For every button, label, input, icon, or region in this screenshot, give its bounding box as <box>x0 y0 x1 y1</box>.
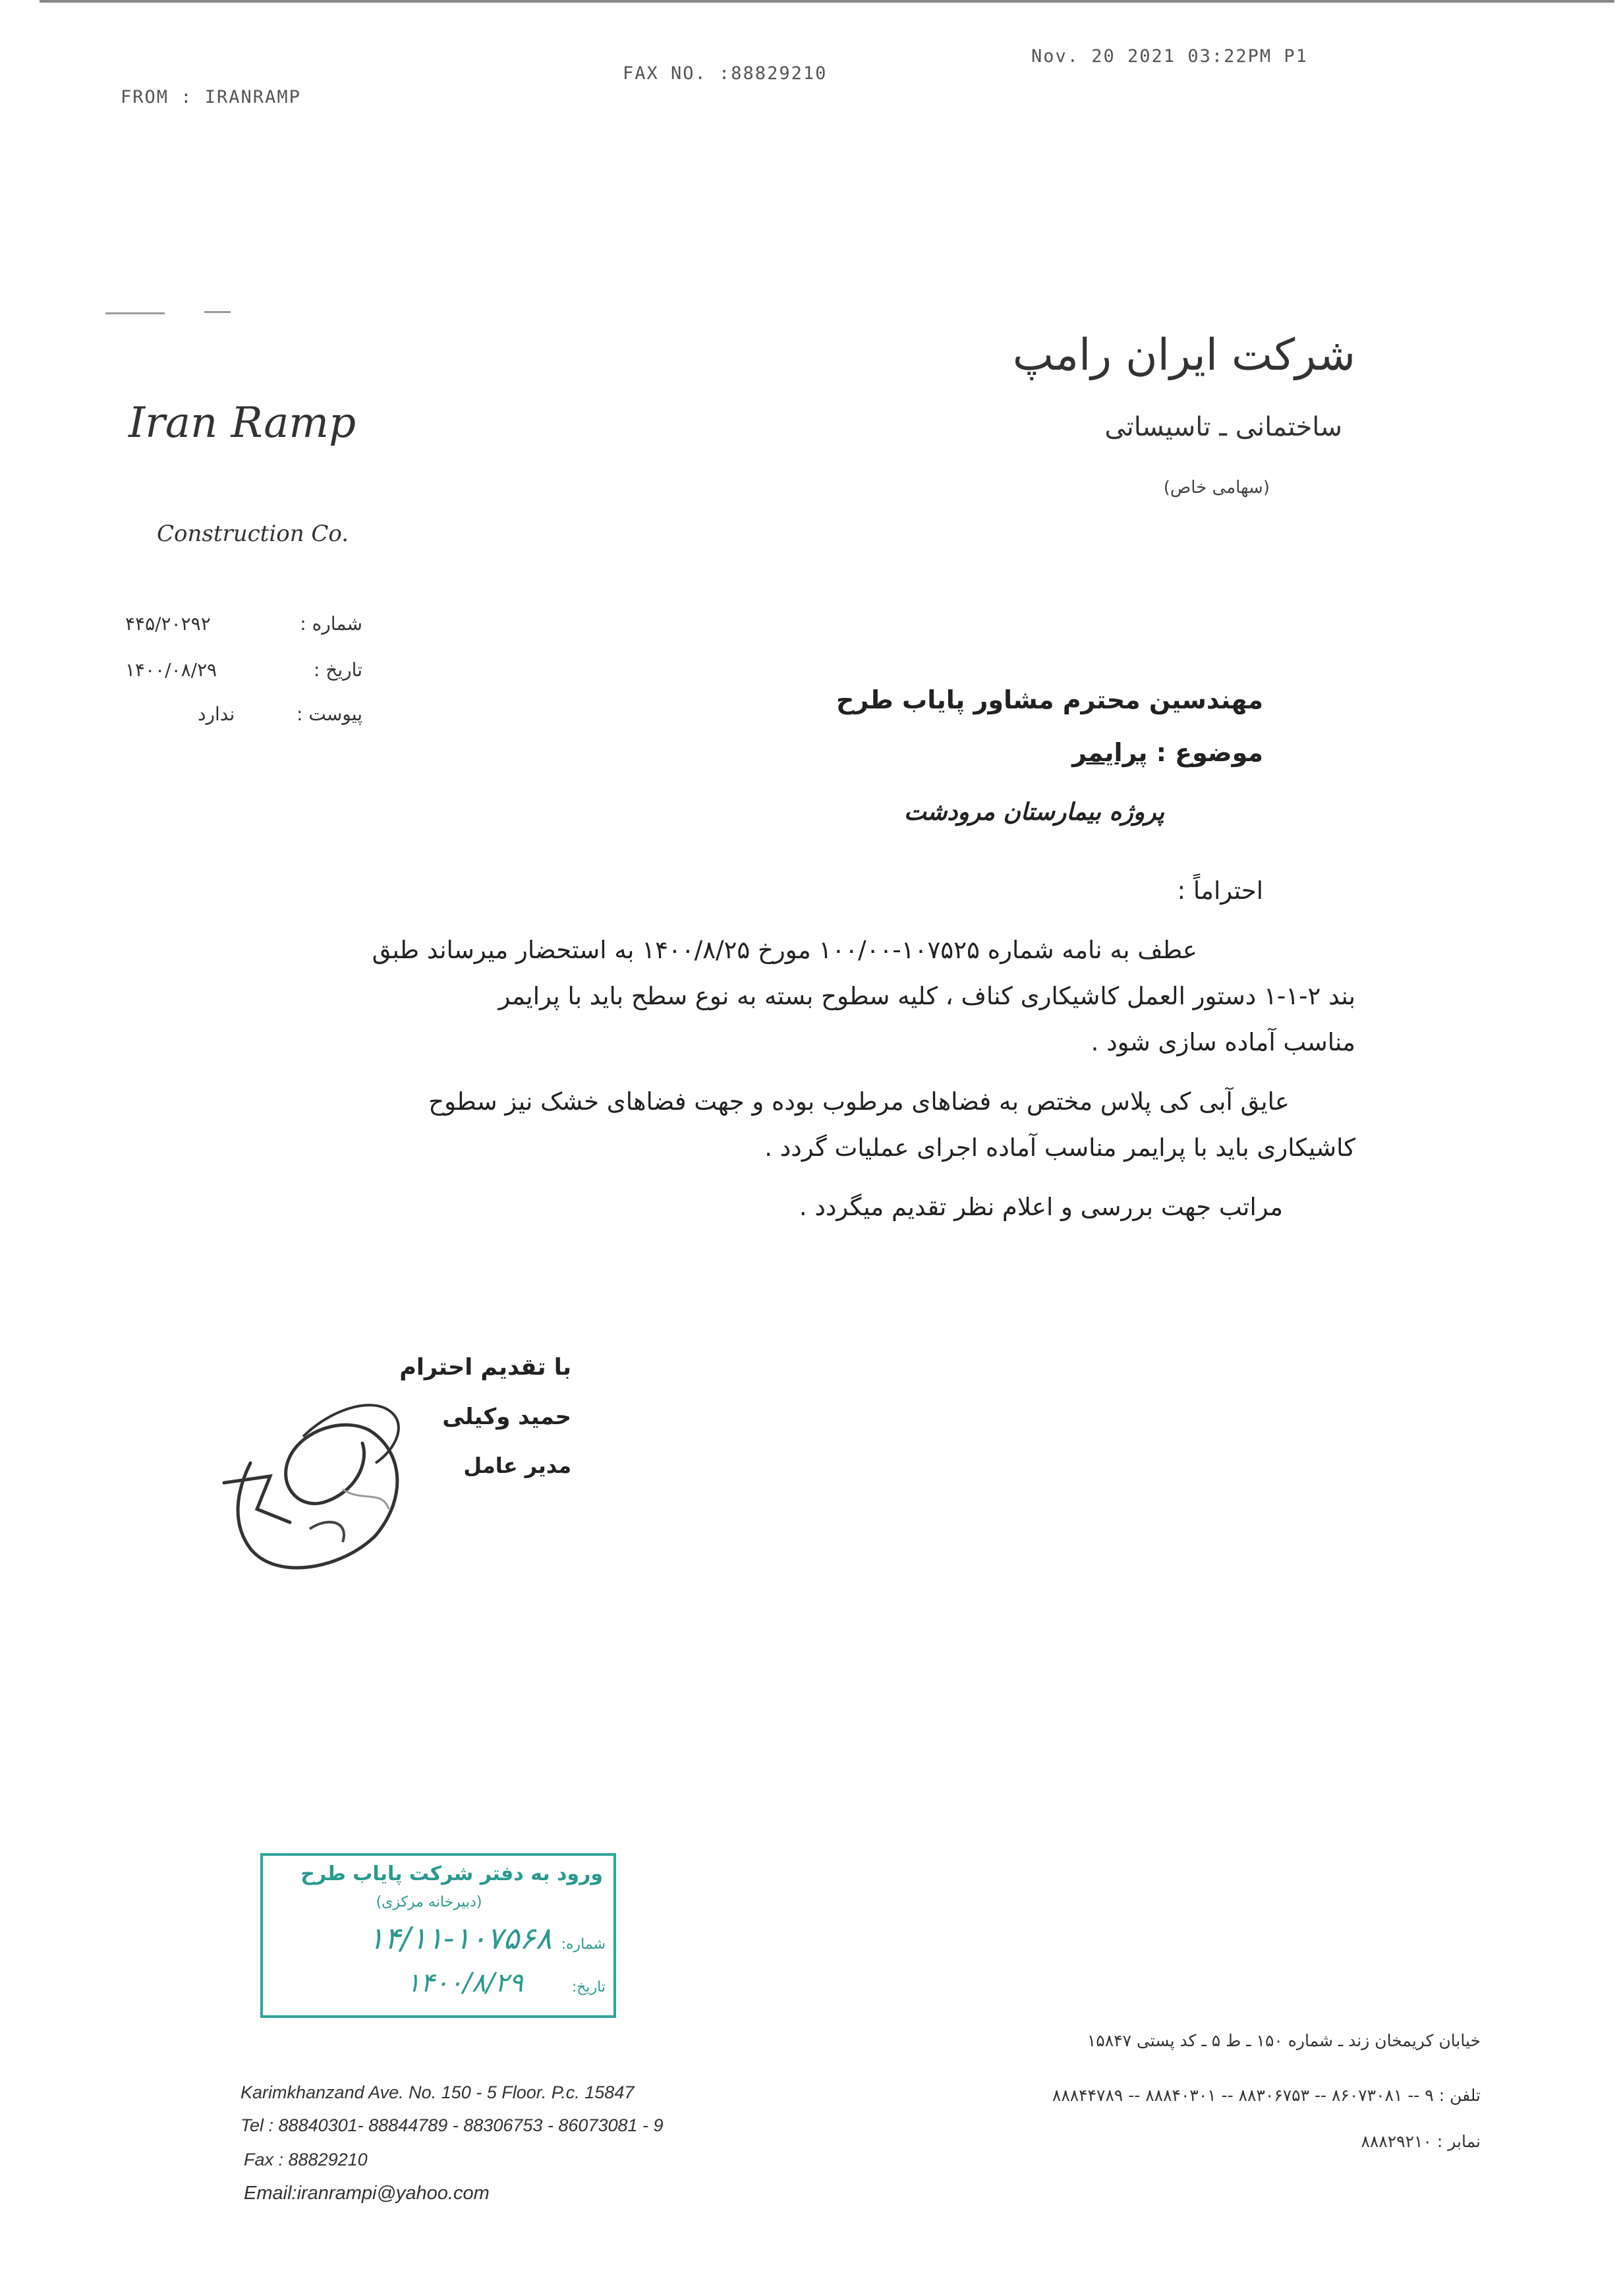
letter-attachment-value: ندارد <box>198 703 235 725</box>
letter-date-value: ۱۴۰۰/۰۸/۲۹ <box>125 659 217 681</box>
stamp-number-label: شماره: <box>561 1936 606 1953</box>
fax-datetime: Nov. 20 2021 03:22PM P1 <box>1031 46 1308 67</box>
signer-title: مدیر عامل <box>463 1453 571 1478</box>
fax-from: FROM : IRANRAMP <box>121 87 301 107</box>
company-name-fa: شرکت ایران رامپ <box>1012 330 1355 380</box>
footer-tel-en: Tel : 88840301- 88844789 - 88306753 - 86073081 - 9 <box>241 2115 664 2135</box>
stamp-date <box>263 1968 606 1998</box>
body-line: مراتب جهت بررسی و اعلام نظر تقدیم میگردد . <box>799 1193 1283 1221</box>
letter-date <box>125 659 362 681</box>
top-edge-line <box>40 0 1614 3</box>
letter-number-label: شماره : <box>300 613 362 635</box>
fax-number: FAX NO. :88829210 <box>623 63 828 84</box>
body-line: عطف به نامه شماره ۱۰۷۵۲۵-۱۰۰/۰۰ مورخ ۱۴۰۰/۸/۲۵ به استحضار میرساند طبق <box>372 936 1197 964</box>
company-name-en: Iran Ramp <box>128 399 356 447</box>
letter-number <box>125 613 362 635</box>
signer-name: حمید وکیلی <box>442 1404 571 1430</box>
company-subtitle-en: Construction Co. <box>157 521 349 547</box>
divider <box>204 311 231 313</box>
footer-email-en: Email:iranrampi@yahoo.com <box>244 2183 490 2204</box>
letter-attachment <box>198 703 362 725</box>
letter-greeting: احتراماً : <box>1177 876 1263 905</box>
body-line: بند ۲-۱-۱ دستور العمل کاشیکاری کناف ، کلیه سطوح بسته به نوع سطح باید با پرایمر <box>498 982 1355 1010</box>
stamp-date-label: تاریخ: <box>571 1979 606 1995</box>
company-activity-fa: ساختمانی ـ تاسیساتی <box>1104 412 1342 442</box>
footer-address-fa: خیابان کریمخان زند ـ شماره ۱۵۰ ـ ط ۵ ـ کد پستی ۱۵۸۴۷ <box>1087 2031 1481 2050</box>
received-stamp <box>260 1853 616 2018</box>
closing-greeting: با تقدیم احترام <box>399 1354 571 1381</box>
body-line: کاشیکاری باید با پرایمر مناسب آماده اجرای عملیات گردد . <box>764 1134 1355 1162</box>
subject-value: پرایمر <box>1072 738 1148 767</box>
company-type-fa: (سهامی خاص) <box>1163 478 1270 498</box>
body-line: عایق آبی کی پلاس مختص به فضاهای مرطوب بوده و جهت فضاهای خشک نیز سطوح <box>428 1087 1290 1116</box>
body-line: مناسب آماده سازی شود . <box>1091 1028 1355 1056</box>
footer-fax-fa: نمابر : ۸۸۸۲۹۲۱۰ <box>1361 2132 1481 2151</box>
footer-fax-en: Fax : 88829210 <box>244 2150 368 2169</box>
footer-address-en: Karimkhanzand Ave. No. 150 - 5 Floor. P.c. 15847 <box>241 2082 635 2102</box>
letter-subject <box>670 738 1263 767</box>
divider <box>105 312 165 314</box>
signature <box>211 1371 461 1588</box>
letter-number-value: ۴۴۵/۲۰۲۹۲ <box>125 613 211 635</box>
stamp-title: ورود به دفتر شرکت پایاب طرح <box>300 1862 603 1885</box>
stamp-subtitle: (دبیرخانه مرکزی) <box>376 1894 482 1910</box>
letter-attachment-label: پیوست : <box>297 703 362 725</box>
letter-project: پروژه بیمارستان مرودشت <box>903 799 1164 826</box>
letter-date-label: تاریخ : <box>313 659 362 681</box>
subject-label: موضوع : <box>1156 738 1263 767</box>
footer-tel-fa: تلفن : ۹ -- ۸۶۰۷۳۰۸۱ -- ۸۸۳۰۶۷۵۳ -- ۸۸۸۴۰۳۰۱ -- ۸۸۸۴۴۷۸۹ <box>1052 2086 1481 2105</box>
stamp-number <box>263 1920 606 1956</box>
letter-recipient: مهندسین محترم مشاور پایاب طرح <box>836 685 1263 714</box>
stamp-date-value: ۱۴۰۰/۸/۲۹ <box>406 1968 523 1998</box>
stamp-number-value: ۱۴/۱۱-۱۰۷۵۶۸ <box>368 1920 552 1956</box>
